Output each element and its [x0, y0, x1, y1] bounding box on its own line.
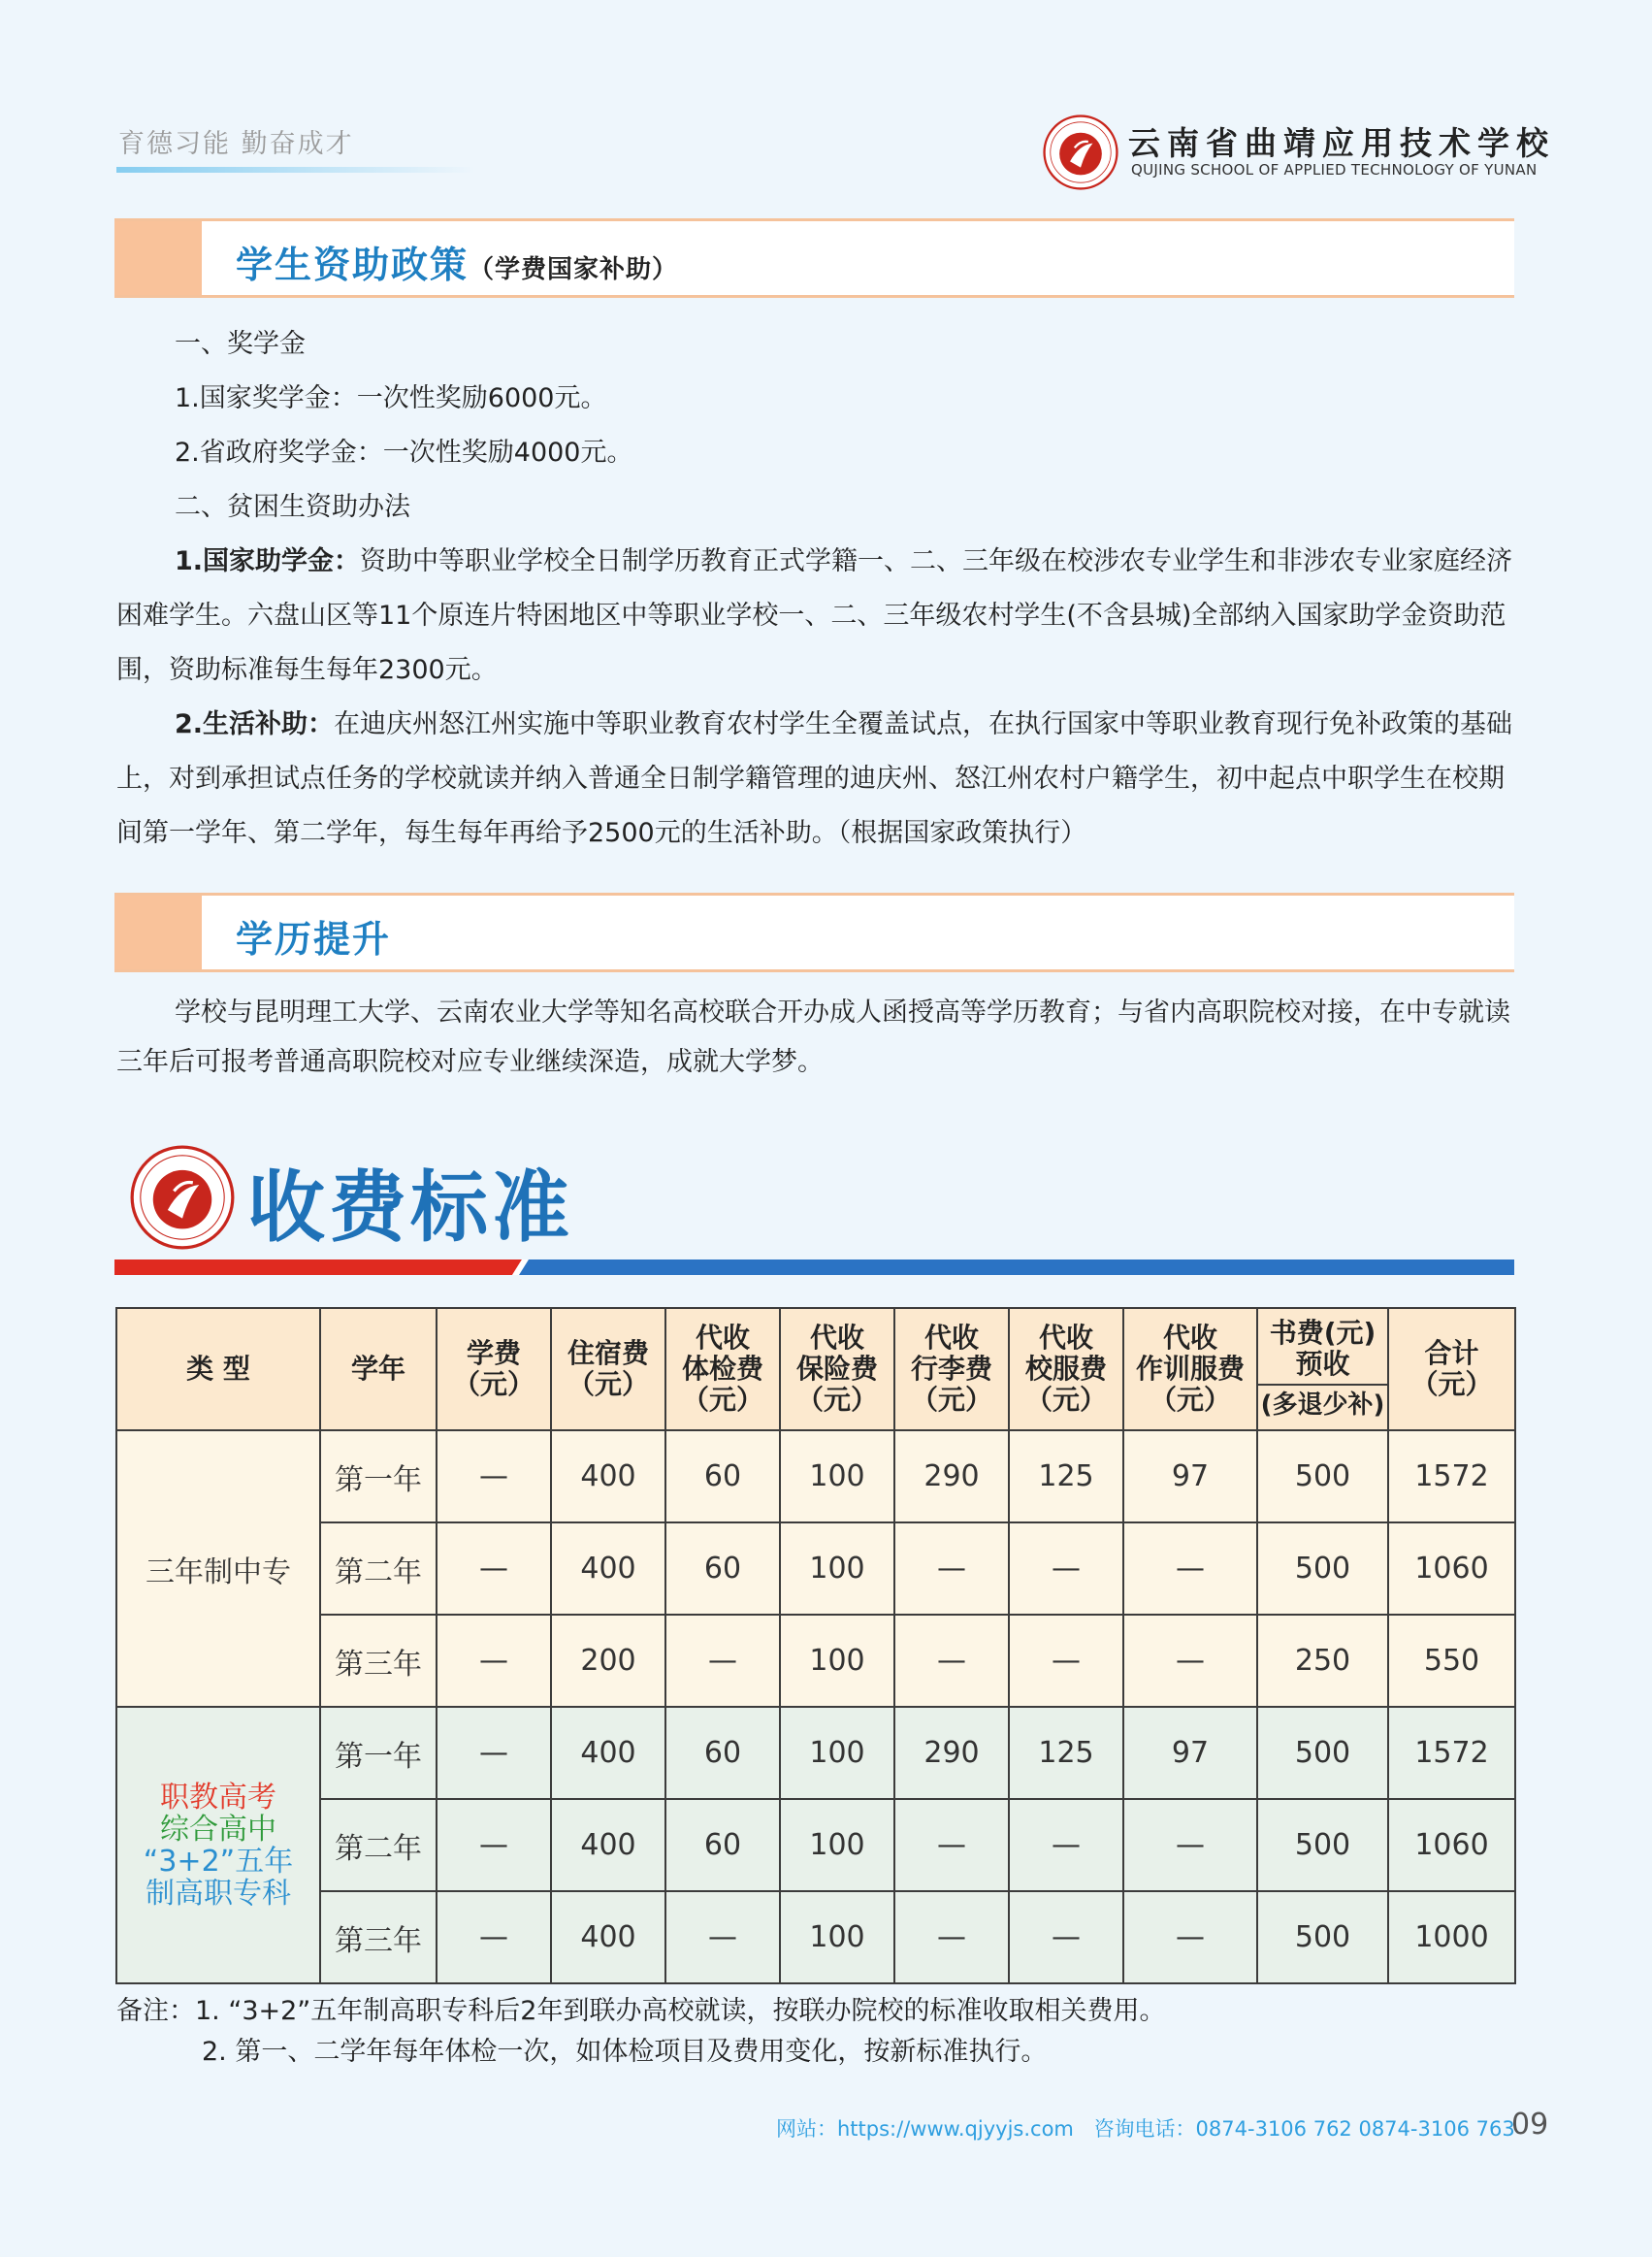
section-tab: [114, 221, 202, 295]
col-header-tuition: [437, 1308, 551, 1430]
col-header-books: [1257, 1308, 1388, 1430]
table-cell: —: [437, 1615, 551, 1707]
aid-item-1: [116, 535, 1513, 698]
aid-item-2: [116, 698, 1513, 861]
footer-contact: [776, 2113, 1529, 2143]
table-cell: —: [437, 1891, 551, 1983]
section-tab: [114, 896, 202, 969]
col-header-type: 类 型: [116, 1308, 320, 1430]
table-cell: 500: [1257, 1891, 1388, 1983]
col-header-luggage: [894, 1308, 1009, 1430]
table-cell: —: [437, 1522, 551, 1615]
col-header-exam: [665, 1308, 780, 1430]
school-logo-icon: [1043, 114, 1118, 190]
category-line: 综合高中: [160, 1812, 276, 1847]
header-line: 住宿费: [567, 1337, 649, 1369]
table-cell: —: [894, 1615, 1009, 1707]
table-cell: —: [1123, 1799, 1257, 1891]
table-cell: 100: [780, 1430, 894, 1522]
table-cell: 290: [894, 1430, 1009, 1522]
category-cell-secondary: 三年制中专: [116, 1430, 320, 1707]
section-subtitle: （学费国家补助）: [469, 255, 679, 284]
table-cell: 100: [780, 1615, 894, 1707]
table-cell: 125: [1009, 1707, 1123, 1799]
fee-standard-title: 收费标准: [247, 1162, 573, 1253]
header-line: （元）: [452, 1368, 534, 1400]
header-line: (多退少补): [1258, 1384, 1387, 1421]
table-cell: 500: [1257, 1799, 1388, 1891]
table-cell: 500: [1257, 1707, 1388, 1799]
motto-underline: [116, 167, 475, 173]
title-stripe: [114, 1258, 1514, 1277]
page-number: 09: [1511, 2108, 1549, 2142]
table-cell: 第一年: [320, 1430, 437, 1522]
table-cell: 400: [551, 1522, 665, 1615]
table-row: [116, 1430, 1515, 1522]
header-line: （元）: [1149, 1384, 1231, 1416]
table-cell: 125: [1009, 1430, 1123, 1522]
table-cell: —: [1009, 1799, 1123, 1891]
table-cell: 60: [665, 1799, 780, 1891]
header-line: （元）: [1410, 1368, 1493, 1400]
scholarship-heading: 一、奖学金: [175, 329, 306, 359]
aid-item-1-label: 1.国家助学金：: [175, 546, 361, 576]
school-motto: 育德习能 勤奋成才: [118, 129, 354, 159]
table-cell: 第三年: [320, 1615, 437, 1707]
table-row: [116, 1615, 1515, 1707]
note-2: 2. 第一、二学年每年体检一次，如体检项目及费用变化，按新标准执行。: [202, 2037, 1048, 2067]
footer-website: 网站：https://www.qjyyjs.com: [776, 2117, 1074, 2141]
header-line: 校服费: [1024, 1353, 1107, 1385]
header-line: 体检费: [681, 1353, 763, 1385]
col-header-uniform: [1009, 1308, 1123, 1430]
header-line: 保险费: [795, 1353, 878, 1385]
table-cell: —: [1009, 1615, 1123, 1707]
section-title: [236, 235, 678, 288]
table-cell: —: [1123, 1615, 1257, 1707]
table-cell: 500: [1257, 1522, 1388, 1615]
category-line: 职教高考: [160, 1780, 276, 1815]
school-name-en: QUJING SCHOOL OF APPLIED TECHNOLOGY OF YUNAN: [1131, 161, 1538, 179]
aid-item-2-label: 2.生活补助：: [175, 709, 335, 739]
scholarship-item-2: 2.省政府奖学金：一次性奖励4000元。: [175, 438, 633, 468]
header-line: 代收: [1038, 1322, 1093, 1354]
table-cell: —: [665, 1891, 780, 1983]
table-cell: —: [1123, 1522, 1257, 1615]
header-line: （元）: [1024, 1384, 1107, 1416]
table-cell: —: [665, 1615, 780, 1707]
table-cell: —: [1123, 1891, 1257, 1983]
table-cell: 1572: [1388, 1430, 1515, 1522]
col-header-training: [1123, 1308, 1257, 1430]
school-logo-icon: [130, 1145, 235, 1250]
col-header-year: 学年: [320, 1308, 437, 1430]
table-cell: 97: [1123, 1430, 1257, 1522]
table-cell: —: [437, 1707, 551, 1799]
col-header-dorm: [551, 1308, 665, 1430]
header-line: 合计: [1424, 1337, 1479, 1369]
table-cell: 1000: [1388, 1891, 1515, 1983]
section-title-text: 学历提升: [236, 918, 392, 961]
aid-item-2-text: 在迪庆州怒江州实施中等职业教育农村学生全覆盖试点，在执行国家中等职业教育现行免补政策的基础上，对到承担试点任务的学校就读并纳入普通全日制学籍管理的迪庆州、怒江州农村户籍学生，初中起点中职学生在校期间第一学年、第二学年，每生每年再给予2500元的生活补助。（根据国家政策执行）: [116, 709, 1513, 848]
table-cell: —: [894, 1799, 1009, 1891]
table-cell: 200: [551, 1615, 665, 1707]
table-cell: 第一年: [320, 1707, 437, 1799]
table-cell: 500: [1257, 1430, 1388, 1522]
table-cell: —: [1009, 1522, 1123, 1615]
header-line: 代收: [809, 1322, 864, 1354]
fee-table: [115, 1307, 1516, 1984]
table-cell: 1060: [1388, 1799, 1515, 1891]
table-row: [116, 1891, 1515, 1983]
table-cell: 1060: [1388, 1522, 1515, 1615]
table-cell: 60: [665, 1707, 780, 1799]
col-header-insurance: [780, 1308, 894, 1430]
category-cell-college: [116, 1707, 320, 1983]
section-title-text: 学生资助政策: [236, 244, 470, 286]
table-cell: 第三年: [320, 1891, 437, 1983]
school-name-cn: 云南省曲靖应用技术学校: [1128, 124, 1555, 162]
table-cell: 100: [780, 1891, 894, 1983]
section-heading-education: [114, 893, 1514, 972]
section-heading-aid: [114, 218, 1514, 298]
footer-phone: 咨询电话：0874-3106 762 0874-3106 763: [1093, 2117, 1515, 2141]
header-line: 代收: [695, 1322, 750, 1354]
aid-item-1-text: 资助中等职业学校全日制学历教育正式学籍一、二、三年级在校涉农专业学生和非涉农专业家庭经济困难学生。六盘山区等11个原连片特困地区中等职业学校一、二、三年级农村学生(不含县城)全部纳入国家助学金资助范围，资助标准每生每年2300元。: [116, 546, 1513, 685]
scholarship-item-1: 1.国家奖学金：一次性奖励6000元。: [175, 383, 607, 413]
table-cell: 400: [551, 1891, 665, 1983]
header-line: （元）: [681, 1384, 763, 1416]
header-line: 书费(元)预收: [1269, 1317, 1377, 1380]
table-cell: 60: [665, 1430, 780, 1522]
table-cell: 550: [1388, 1615, 1515, 1707]
header-line: 代收: [1162, 1322, 1217, 1354]
aid-heading: 二、贫困生资助办法: [175, 492, 410, 522]
table-cell: 60: [665, 1522, 780, 1615]
category-line: “3+2”五年: [143, 1844, 294, 1879]
table-cell: —: [1009, 1891, 1123, 1983]
table-cell: 400: [551, 1707, 665, 1799]
col-header-total: [1388, 1308, 1515, 1430]
table-cell: 250: [1257, 1615, 1388, 1707]
category-line: 制高职专科: [146, 1876, 291, 1911]
table-cell: —: [894, 1891, 1009, 1983]
header-line: 学费: [466, 1337, 521, 1369]
header-line: （元）: [795, 1384, 878, 1416]
table-cell: —: [437, 1430, 551, 1522]
table-cell: 400: [551, 1799, 665, 1891]
table-cell: 第二年: [320, 1799, 437, 1891]
table-cell: —: [894, 1522, 1009, 1615]
note-1: 备注：1. “3+2”五年制高职专科后2年到联办高校就读，按联办院校的标准收取相关费用。: [116, 1996, 1166, 2026]
table-row: [116, 1707, 1515, 1799]
header-line: 行李费: [910, 1353, 992, 1385]
education-text: 学校与昆明理工大学、云南农业大学等知名高校联合开办成人函授高等学历教育；与省内高职院校对接，在中专就读三年后可报考普通高职院校对应专业继续深造，成就大学梦。: [116, 998, 1510, 1077]
table-cell: 100: [780, 1522, 894, 1615]
header-line: （元）: [910, 1384, 992, 1416]
table-cell: 97: [1123, 1707, 1257, 1799]
table-cell: 100: [780, 1707, 894, 1799]
table-cell: —: [437, 1799, 551, 1891]
table-cell: 400: [551, 1430, 665, 1522]
header-line: （元）: [567, 1368, 649, 1400]
table-row: [116, 1799, 1515, 1891]
table-cell: 290: [894, 1707, 1009, 1799]
table-cell: 第二年: [320, 1522, 437, 1615]
table-cell: 100: [780, 1799, 894, 1891]
header-line: 作训服费: [1135, 1353, 1245, 1385]
table-header-row: [116, 1308, 1515, 1430]
header-line: 代收: [923, 1322, 979, 1354]
aid-body: [116, 317, 1513, 861]
table-row: [116, 1522, 1515, 1615]
fee-notes: [116, 1991, 1165, 2073]
table-cell: 1572: [1388, 1707, 1515, 1799]
